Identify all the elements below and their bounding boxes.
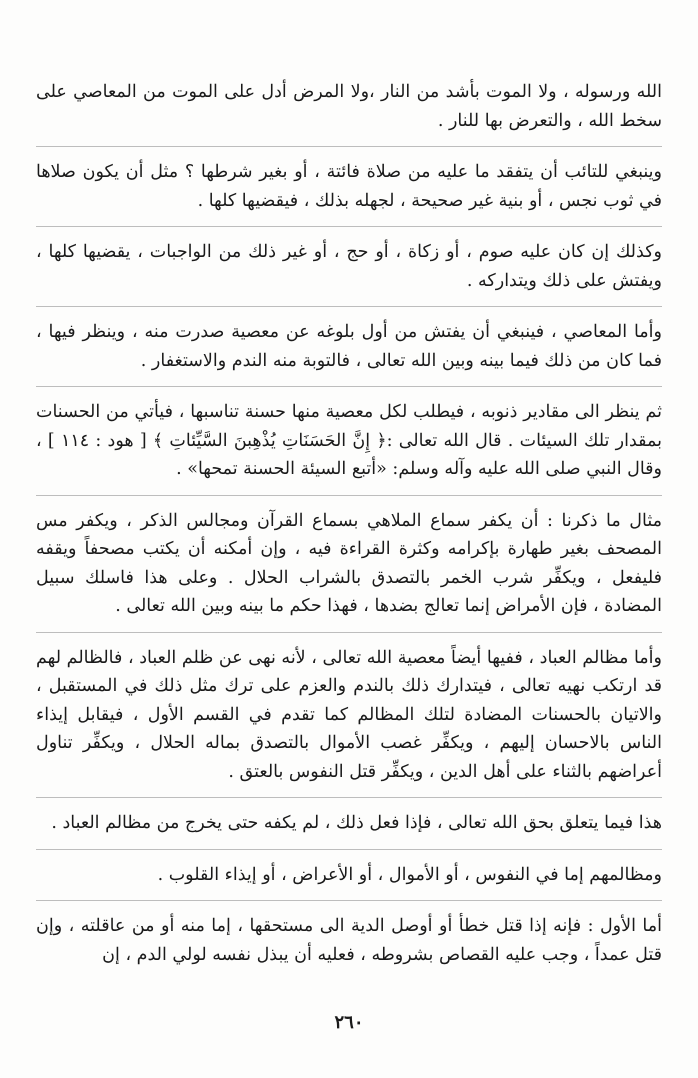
paragraph: ثم ينظر الى مقادير ذنوبه ، فيطلب لكل معصية منها حسنة تناسبها ، فيأتي من الحسنات بمقدار تلك السيئات . قال الله تعالى :﴿ إِنَّ الحَسَنَاتِ يُذْهِبنَ السَّيِّئاتِ ﴾ [ هود : ١١٤ ] ، وقال النبي صلى الله عليه وآله وسلم: «أتبع السيئة الحسنة تمحها» . [36,402,662,479]
paragraph: ومظالمهم إما في النفوس ، أو الأموال ، أو الأعراض ، أو إيذاء القلوب . [157,864,662,885]
paragraph: هذا فيما يتعلق بحق الله تعالى ، فإذا فعل ذلك ، لم يكفه حتى يخرج من مظالم العباد . [51,813,662,833]
paragraph-divider [36,632,662,633]
paragraph: وكذلك إن كان عليه صوم ، أو زكاة ، أو حج ، أو غير ذلك من الواجبات ، يقضيها كلها ، ويفتش على ذلك ويتداركه . [36,242,662,291]
paragraph-divider [36,495,662,496]
paragraph: الله ورسوله ، ولا الموت بأشد من النار ،ولا المرض أدل على الموت من المعاصي على سخط الله ، والتعرض بها للنار . [36,82,662,131]
paragraph-divider [36,797,662,798]
paragraph: أما الأول : فإنه إذا قتل خطأ أو أوصل الدية الى مستحقها ، إما منه أو من عاقلته ، وإن قتل عمداً ، وجب عليه القصاص بشروطه ، فعليه أن يبذل نفسه لولي الدم ، إن [36,916,662,965]
paragraph-divider [36,386,662,387]
paragraph-divider [36,146,662,147]
paragraph-divider [36,226,662,227]
paragraph-divider [36,900,662,901]
page-number: ٢٦٠ [334,1012,364,1033]
page-body [36,78,662,980]
paragraph: مثال ما ذكرنا : أن يكفر سماع الملاهي بسماع القرآن ومجالس الذكر ، ويكفر مس المصحف بغير طهارة بإكرامه وكثرة القراءة فيه ، وإن أمكنه أن يكتب مصحفاً ويقفه فليفعل ، ويكفِّر شرب الخمر بالتصدق بالشراب الحلال . وعلى هذا فاسلك سبيل المضادة ، فإن الأمراض إنما تعالج بضدها ، فهذا حكم ما بينه وبين الله تعالى . [36,510,662,616]
paragraph: وأما مظالم العباد ، ففيها أيضاً معصية الله تعالى ، لأنه نهى عن ظلم العباد ، فالظالم لهم قد ارتكب نهيه تعالى ، فيتدارك ذلك بالندم والعزم على ترك مثل ذلك في المستقبل ، والاتيان بالحسنات المضادة لتلك المظالم كما تقدم في القسم الأول ، فيقابل إيذاء الناس بالاحسان إليهم ، ويكفِّر غصب الأموال بالتصدق بماله الحلال ، ويكفِّر تناول أعراضهم بالثناء على أهل الدين ، ويكفِّر قتل النفوس بالعتق . [36,647,662,782]
paragraph: وأما المعاصي ، فينبغي أن يفتش من أول بلوغه عن معصية صدرت منه ، وينظر فيها ، فما كان من ذلك فيما بينه وبين الله تعالى ، فالتوبة منه الندم والاستغفار . [36,322,662,371]
paragraph-divider [36,849,662,850]
paragraph-divider [36,306,662,307]
paragraph: وينبغي للتائب أن يتفقد ما عليه من صلاة فائتة ، أو بغير شرطها ؟ مثل أن يكون صلاها في ثوب نجس ، أو بنية غير صحيحة ، لجهله بذلك ، فيقضيها كلها . [36,162,662,211]
